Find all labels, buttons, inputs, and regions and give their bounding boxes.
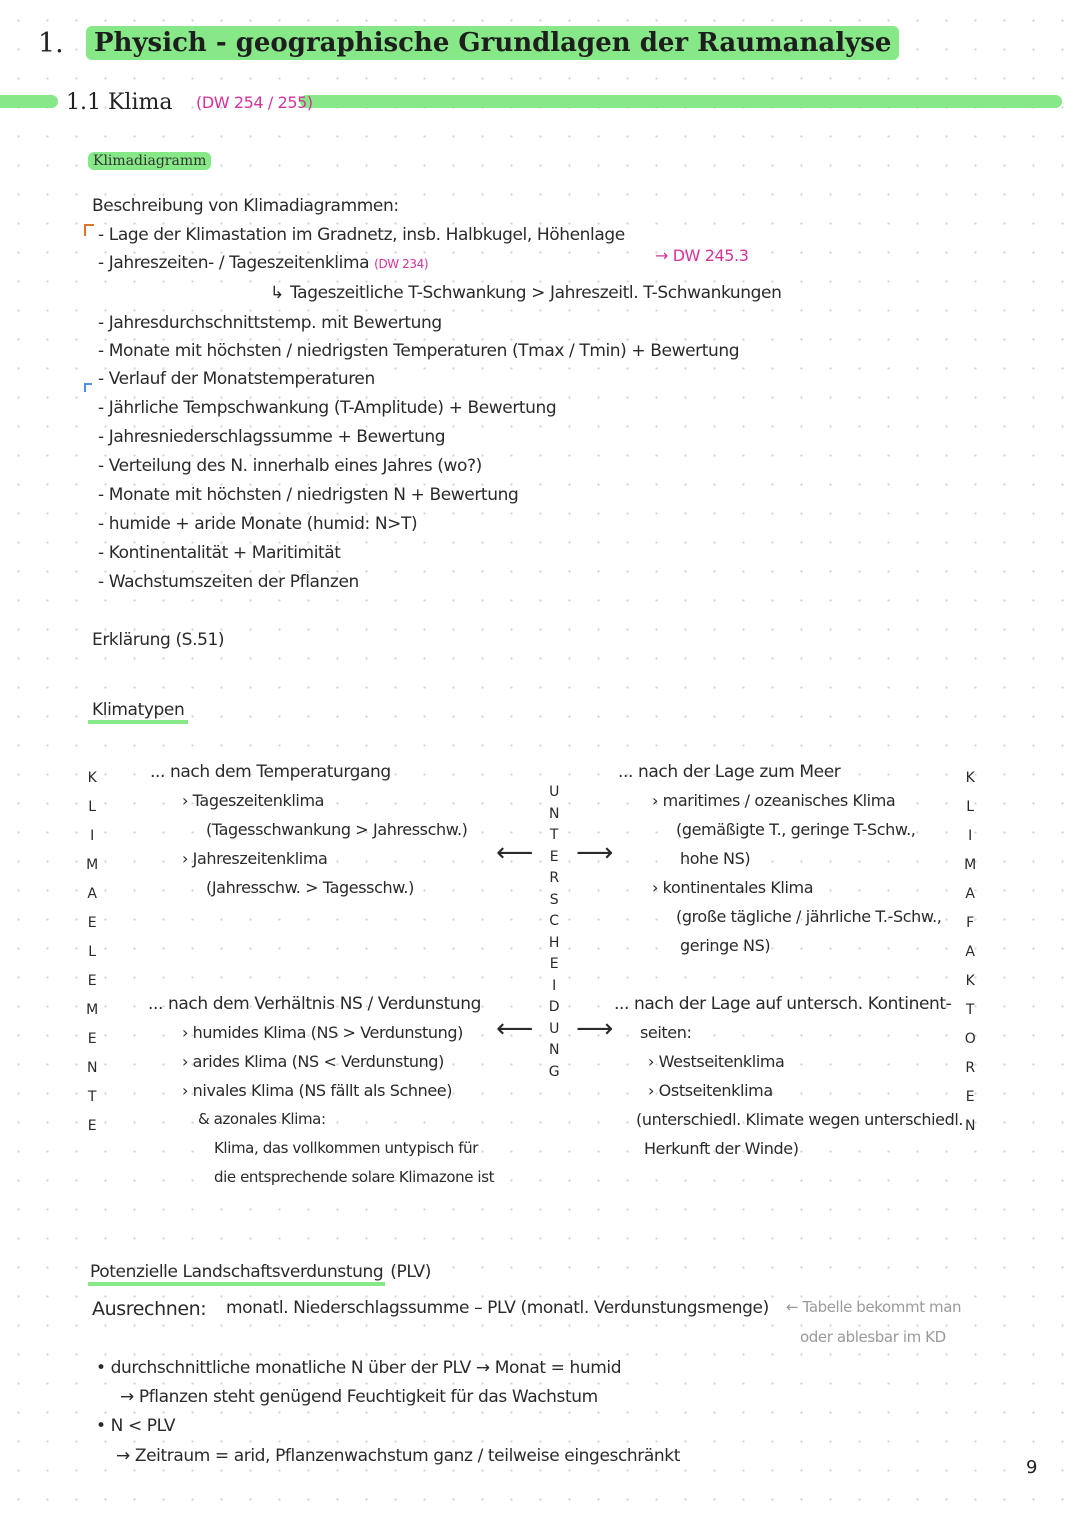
block-verdunstung-head: ... nach dem Verhältnis NS / Verdunstung	[148, 994, 482, 1014]
section-title: 1.1 Klima	[66, 90, 173, 115]
section-ref: (DW 254 / 255)	[196, 93, 313, 112]
item-ref: (DW 234)	[374, 257, 429, 271]
plv-abbr: (PLV)	[390, 1262, 431, 1282]
klimafaktoren-vertical: K L I M A F A K T O R E N	[964, 770, 976, 1134]
list-item: - Lage der Klimastation im Gradnetz, insb. Halbkugel, Höhenlage	[98, 225, 625, 245]
block-line: seiten:	[640, 1023, 692, 1042]
list-item: - Jahresdurchschnittstemp. mit Bewertung	[98, 313, 442, 333]
page-number: 9	[1026, 1457, 1038, 1478]
block-temperaturgang-head: ... nach dem Temperaturgang	[150, 762, 391, 782]
arrow-right-icon: ⟶	[576, 1014, 614, 1044]
unterscheidung-vertical: U N T E R S C H E I D U N G	[548, 784, 560, 1080]
list-item: - Jährliche Tempschwankung (T-Amplitude) + Bewertung	[98, 398, 557, 418]
sub-note: Tageszeitliche T-Schwankung > Jahreszeitl. T-Schwankungen	[290, 283, 782, 303]
klimadiagramm-intro: Beschreibung von Klimadiagrammen:	[92, 196, 399, 216]
arrow-left-icon: ⟵	[496, 838, 534, 868]
block-line: › nivales Klima (NS fällt als Schnee)	[182, 1081, 453, 1100]
arrow-right-icon: ⟶	[576, 838, 614, 868]
list-item: - humide + aride Monate (humid: N>T)	[98, 514, 418, 534]
plv-bullet: • N < PLV	[96, 1416, 176, 1436]
klimatypen-label: Klimatypen	[88, 700, 188, 724]
block-line: die entsprechende solare Klimazone ist	[214, 1168, 495, 1186]
bracket-mark-1	[84, 224, 94, 236]
section-bar-right	[300, 95, 1062, 108]
list-item: - Kontinentalität + Maritimität	[98, 543, 341, 563]
list-item: - Monate mit höchsten / niedrigsten N + Bewertung	[98, 485, 519, 505]
block-line: (Jahresschw. > Tagesschw.)	[206, 878, 414, 897]
list-item: - Verlauf der Monatstemperaturen	[98, 369, 375, 389]
block-line: › Tageszeitenklima	[182, 791, 325, 810]
bracket-mark-2	[84, 383, 92, 392]
block-line: › Ostseitenklima	[648, 1081, 773, 1100]
block-line: (große tägliche / jährliche T.-Schw.,	[676, 907, 942, 926]
block-line: (gemäßigte T., geringe T-Schw.,	[676, 820, 916, 839]
plv-title-text: Potenzielle Landschaftsverdunstung	[88, 1262, 385, 1286]
plv-bullet: → Pflanzen steht genügend Feuchtigkeit für das Wachstum	[120, 1387, 598, 1407]
list-item: - Monate mit höchsten / niedrigsten Temperaturen (Tmax / Tmin) + Bewertung	[98, 341, 740, 361]
block-line: Herkunft der Winde)	[644, 1139, 799, 1158]
block-line: › Westseitenklima	[648, 1052, 785, 1071]
plv-bullet: → Zeitraum = arid, Pflanzenwachstum ganz / teilweise eingeschränkt	[116, 1446, 680, 1466]
block-line: (Tagesschwankung > Jahresschw.)	[206, 820, 468, 839]
plv-calc-label: Ausrechnen:	[92, 1298, 207, 1320]
klimaelemente-vertical: K L I M A E L E M E N T E	[86, 770, 98, 1134]
plv-bullet: • durchschnittliche monatliche N über der PLV → Monat = humid	[96, 1358, 622, 1378]
list-item: - Verteilung des N. innerhalb eines Jahres (wo?)	[98, 456, 482, 476]
block-line: › kontinentales Klima	[652, 878, 814, 897]
arrow-left-icon: ⟵	[496, 1014, 534, 1044]
plv-title	[88, 1262, 431, 1282]
block-line: › arides Klima (NS < Verdunstung)	[182, 1052, 444, 1071]
erklaerung-ref: Erklärung (S.51)	[92, 630, 225, 650]
block-line: › maritimes / ozeanisches Klima	[652, 791, 896, 810]
plv-calc: monatl. Niederschlagssumme – PLV (monatl. Verdunstungsmenge)	[226, 1298, 769, 1318]
page-title: Physich - geographische Grundlagen der Raumanalyse	[86, 26, 899, 60]
plv-note-2: oder ablesbar im KD	[800, 1328, 946, 1346]
block-kontinent-head: ... nach der Lage auf untersch. Kontinent-	[614, 994, 952, 1014]
list-item: - Jahreszeiten- / Tageszeitenklima (DW 234)	[98, 253, 429, 273]
block-line: › Jahreszeitenklima	[182, 849, 328, 868]
section-bar-left	[0, 95, 58, 108]
list-item: - Wachstumszeiten der Pflanzen	[98, 572, 359, 592]
block-line: (unterschiedl. Klimate wegen unterschiedl.	[636, 1110, 964, 1129]
block-line: Klima, das vollkommen untypisch für	[214, 1139, 479, 1157]
klimadiagramm-label: Klimadiagramm	[88, 152, 211, 170]
sub-arrow-icon: ↳	[270, 283, 284, 303]
plv-note-1: ← Tabelle bekommt man	[786, 1298, 962, 1316]
block-meer-head: ... nach der Lage zum Meer	[618, 762, 841, 782]
list-item: - Jahresniederschlagssumme + Bewertung	[98, 427, 446, 447]
pink-ref-note: → DW 245.3	[655, 246, 749, 265]
block-line: › humides Klima (NS > Verdunstung)	[182, 1023, 463, 1042]
heading-number: 1.	[38, 28, 64, 59]
block-line: hohe NS)	[680, 849, 751, 868]
block-line: geringe NS)	[680, 936, 771, 955]
block-line: & azonales Klima:	[198, 1110, 326, 1128]
